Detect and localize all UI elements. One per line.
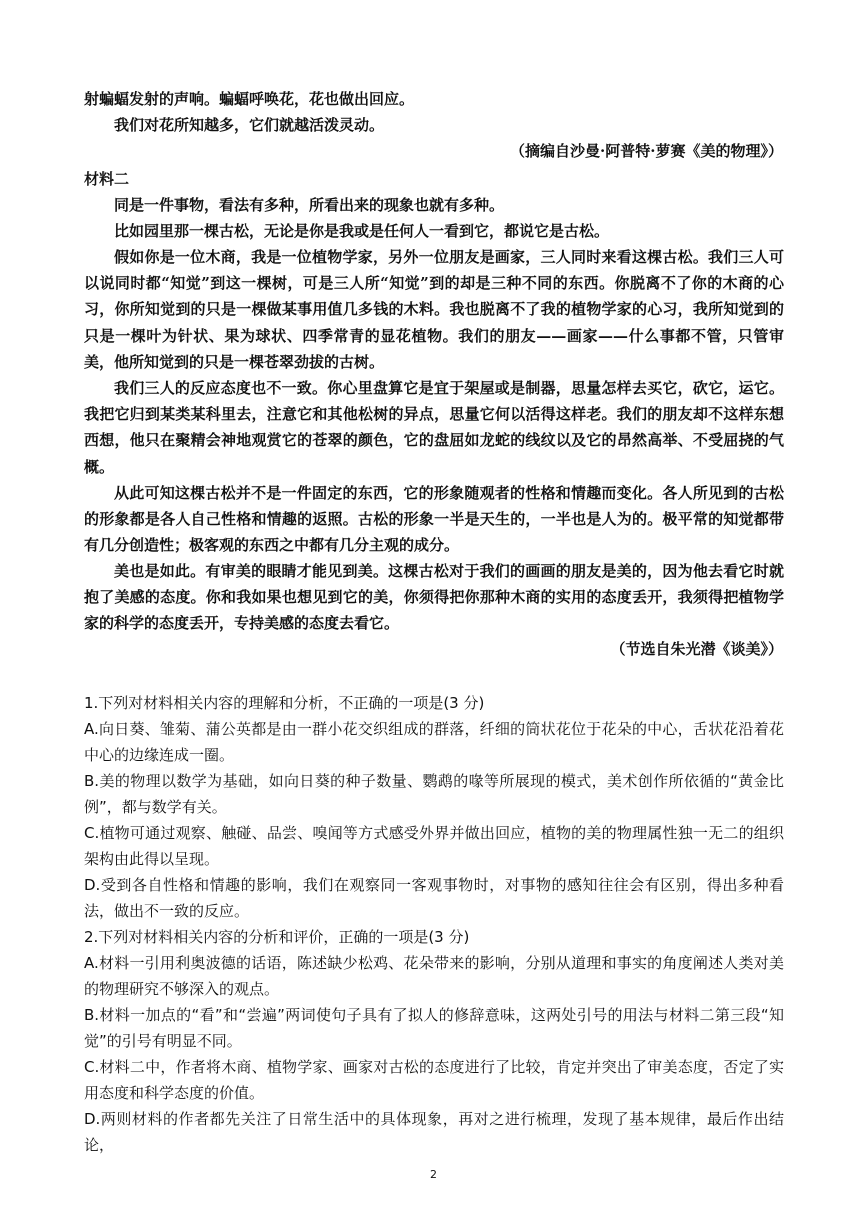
material-two-heading: 材料二 (84, 170, 130, 188)
question-1-stem: 1.下列对材料相关内容的理解和分析，不正确的一项是(3 分) (84, 694, 485, 712)
material-two-paragraph-4: 我们三人的反应态度也不一致。你心里盘算它是宜于架屋或是制器，思量怎样去买它，砍它，运它。我把它归到某类某科里去，注意它和其他松树的异点，思量它何以活得这样老。我们的朋友却不这样东想西想，他只在聚精会神地观赏它的苍翠的颜色，它的盘屈如龙蛇的线纹以及它的昂然高举、不受屈挠的气概。 (84, 379, 784, 476)
page-number: 2 (430, 1168, 437, 1181)
material-two-paragraph-5: 从此可知这棵古松并不是一件固定的东西，它的形象随观者的性格和情趣而变化。各人所见到的古松的形象都是各人自己性格和情趣的返照。古松的形象一半是天生的，一半也是人为的。极平常的知觉都带有几分创造性；极客观的东西之中都有几分主观的成分。 (84, 484, 784, 555)
material-two-paragraph-2: 比如园里那一棵古松，无论是你是我或是任何人一看到它，都说它是古松。 (114, 222, 610, 240)
question-2-option-a: A.材料一引用利奥波德的话语，陈述缺少松鸡、花朵带来的影响，分别从道理和事实的角度阐述人类对美的物理研究不够深入的观点。 (84, 954, 784, 999)
material-one-closing-paragraph: 我们对花所知越多，它们就越活泼灵动。 (114, 116, 385, 134)
question-2-option-c: C.材料二中，作者将木商、植物学家、画家对古松的态度进行了比较，肯定并突出了审美态度，否定了实用态度和科学态度的价值。 (84, 1058, 784, 1103)
material-one-source: （摘编自沙曼·阿普特·萝赛《美的物理》） (510, 142, 783, 160)
question-1-option-a: A.向日葵、雏菊、蒲公英都是由一群小花交织组成的群落，纤细的筒状花位于花朵的中心，舌状花沿着花中心的边缘连成一圈。 (84, 720, 784, 765)
material-two-paragraph-6: 美也是如此。有审美的眼睛才能见到美。这棵古松对于我们的画画的朋友是美的，因为他去看它时就抱了美感的态度。你和我如果也想见到它的美，你须得把你那种木商的实用的态度丢开，我须得把植物学家的科学的态度丢开，专持美感的态度去看它。 (84, 562, 784, 633)
material-one-tail-line: 射蝙蝠发射的声响。蝙蝠呼唤花，花也做出回应。 (84, 90, 415, 108)
question-1-option-c: C.植物可通过观察、触碰、品尝、嗅闻等方式感受外界并做出回应，植物的美的物理属性独一无二的组织架构由此得以呈现。 (84, 824, 784, 869)
question-2-option-b: B.材料一加点的“看”和“尝遍”两词使句子具有了拟人的修辞意味，这两处引号的用法与材料二第三段“知觉”的引号有明显不同。 (84, 1006, 784, 1051)
question-2-stem: 2.下列对材料相关内容的分析和评价，正确的一项是(3 分) (84, 928, 470, 946)
question-1-option-d: D.受到各自性格和情趣的影响，我们在观察同一客观事物时，对事物的感知往往会有区别，得出多种看法，做出不一致的反应。 (84, 876, 784, 921)
question-2-option-d: D.两则材料的作者都先关注了日常生活中的具体现象，再对之进行梳理，发现了基本规律，最后作出结论， (84, 1110, 784, 1155)
material-two-paragraph-1: 同是一件事物，看法有多种，所看出来的现象也就有多种。 (114, 196, 505, 214)
material-two-source: （节选自朱光潜《谈美》） (610, 640, 783, 658)
material-two-paragraph-3: 假如你是一位木商，我是一位植物学家，另外一位朋友是画家，三人同时来看这棵古松。我们三人可以说同时都“知觉”到这一棵树，可是三人所“知觉”到的却是三种不同的东西。你脱离不了你的木商的心习，你所知觉到的只是一棵做某事用值几多钱的木料。我也脱离不了我的植物学家的心习，我所知觉到的只是一棵叶为针状、果为球状、四季常青的显花植物。我们的朋友——画家——什么事都不管，只管审美，他所知觉到的只是一棵苍翠劲拔的古树。 (84, 248, 784, 371)
question-1-option-b: B.美的物理以数学为基础，如向日葵的种子数量、鹦鹉的喙等所展现的模式，美术创作所依循的“黄金比例”，都与数学有关。 (84, 772, 784, 817)
